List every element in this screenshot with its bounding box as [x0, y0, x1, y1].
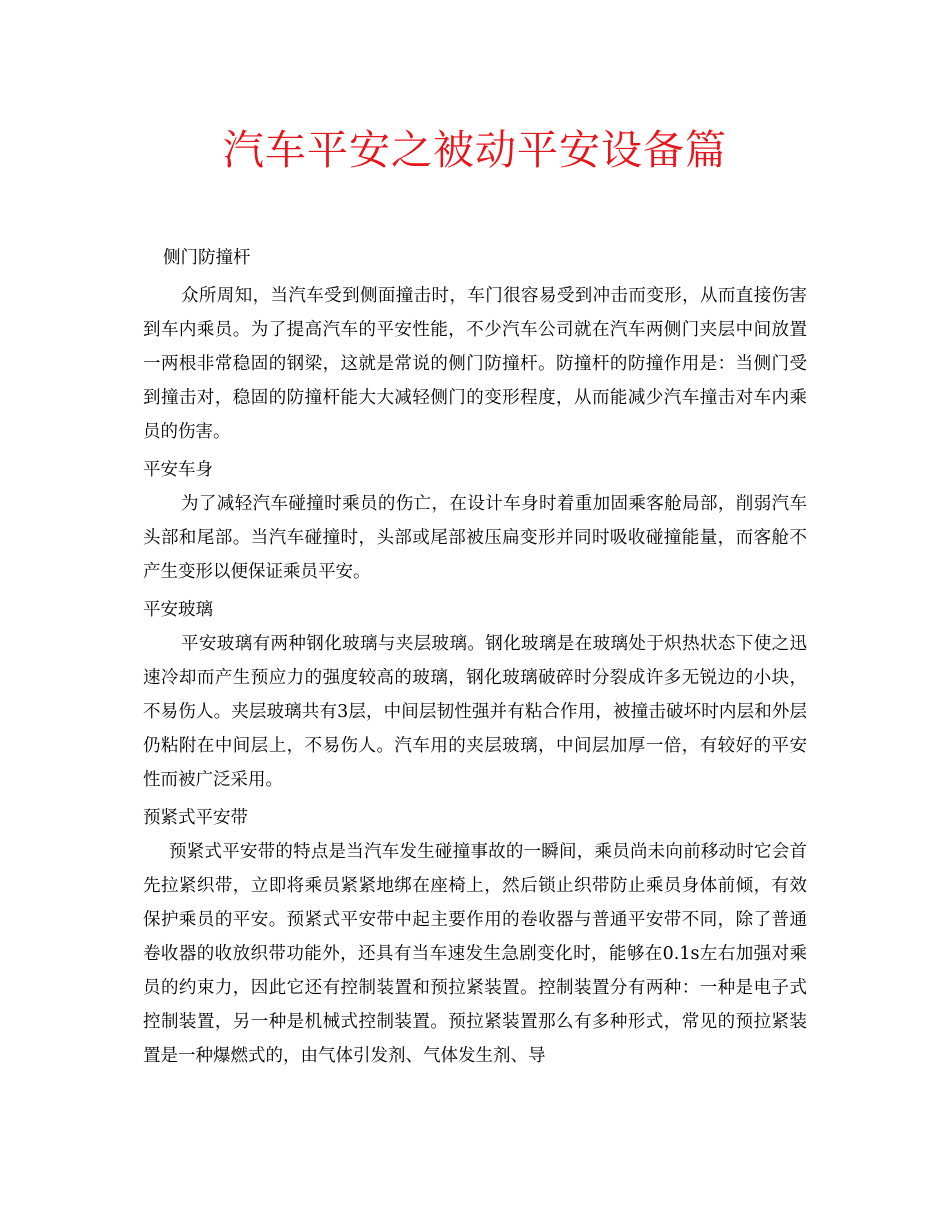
section-heading-side-door-beam: 侧门防撞杆 — [163, 248, 251, 268]
section-paragraph-pretensioner-belt: 预紧式平安带的特点是当汽车发生碰撞事故的一瞬间，乘员尚未向前移动时它会首先拉紧织带，立即将乘员紧紧地绑在座椅上，然后锁止织带防止乘员身体前倾，有效保护乘员的平安。预紧式平安带中起主要作用的卷收器与普通平安带不同，除了普通卷收器的收放织带功能外，还具有当车速发生急剧变化时，能够在0.1s左右加强对乘员的约束力，因此它还有控制装置和预拉紧装置。控制装置分有两种：一种是电子式控制装置，另一种是机械式控制装置。预拉紧装置那么有多种形式，常见的预拉紧装置是一种爆燃式的，由气体引发剂、气体发生剂、导 — [143, 842, 807, 1066]
document-body — [143, 241, 807, 1077]
document-title: 汽车平安之被动平安设备篇 — [223, 126, 727, 174]
section-paragraph-safety-body: 为了减轻汽车碰撞时乘员的伤亡，在设计车身时着重加固乘客舱局部，削弱汽车头部和尾部。当汽车碰撞时，头部或尾部被压扁变形并同时吸收碰撞能量，而客舱不产生变形以便保证乘员平安。 — [143, 494, 807, 582]
section-heading-pretensioner-belt: 预紧式平安带 — [143, 808, 248, 828]
section-paragraph-side-door-beam: 众所周知，当汽车受到侧面撞击时，车门很容易受到冲击而变形，从而直接伤害到车内乘员。为了提高汽车的平安性能，不少汽车公司就在汽车两侧门夹层中间放置一两根非常稳固的钢梁，这就是常说的侧门防撞杆。防撞杆的防撞作用是：当侧门受到撞击对，稳固的防撞杆能大大减轻侧门的变形程度，从而能减少汽车撞击对车内乘员的伤害。 — [143, 286, 807, 442]
section-heading-safety-body: 平安车身 — [143, 460, 213, 480]
section-heading-safety-glass: 平安玻璃 — [143, 600, 213, 620]
section-paragraph-safety-glass: 平安玻璃有两种钢化玻璃与夹层玻璃。钢化玻璃是在玻璃处于炽热状态下使之迅速冷却而产生预应力的强度较高的玻璃，钢化玻璃破碎时分裂成许多无锐边的小块，不易伤人。夹层玻璃共有3层，中间层韧性强并有粘合作用，被撞击破坏时内层和外层仍粘附在中间层上，不易伤人。汽车用的夹层玻璃，中间层加厚一倍，有较好的平安性而被广泛采用。 — [143, 634, 807, 790]
